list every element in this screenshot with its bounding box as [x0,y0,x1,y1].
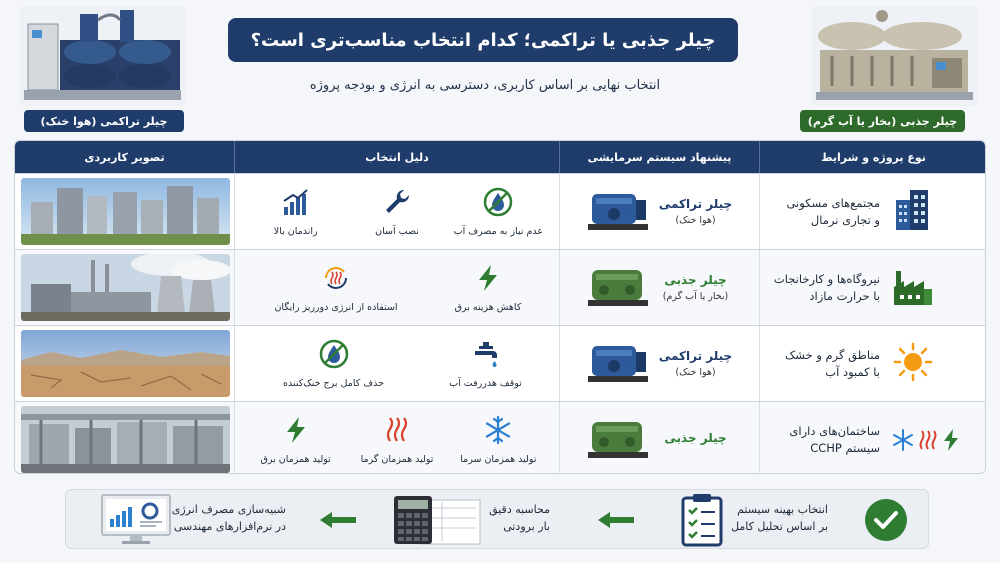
building-icon [892,188,932,236]
header-condition: نوع پروژه و شرایط [759,141,986,173]
table-header [15,141,986,173]
reason-item: استفاده از انرژی دورریز رایگان [256,263,416,313]
monitor-icon [100,493,172,551]
condition-cell [759,402,986,474]
condition-text: مناطق گرم و خشک با کمبود آب [785,347,880,379]
compressor-unit-icon [586,340,650,388]
system-name: چیلر جذبی [664,273,727,287]
absorption-chiller-caption: چیلر جذبی (بخار یا آب گرم) [800,110,965,132]
cchp-plant-photo [21,406,230,473]
photo-cell [15,326,234,401]
system-subtitle: (بخار یا آب گرم) [662,291,729,302]
arrow-left-icon [596,510,636,534]
step-optimal-selection: انتخاب بهینه سیستم بر اساس تحلیل کامل [731,503,828,533]
check-circle-icon [864,498,908,546]
water-drop-off-icon [319,339,349,373]
comparison-table [14,140,986,474]
heat-waves-icon [382,415,412,449]
reason-item: تولید همزمان گرما [347,415,447,465]
heat-recycle-icon [321,263,351,297]
heat-waves-icon [918,428,938,452]
system-name: چیلر تراکمی [658,197,733,211]
reason-cell [234,402,559,474]
reason-item: تولید همزمان سرما [448,415,548,465]
reason-item: کاهش هزینه برق [438,263,538,313]
system-name: چیلر جذبی [664,430,727,445]
sun-icon [892,341,934,387]
condition-text: مجتمع‌های مسکونی و تجاری نرمال [786,195,880,227]
dry-desert-photo [21,330,230,397]
table-row [15,325,986,400]
clipboard-icon [680,493,724,551]
reason-item: عدم نیاز به مصرف آب [448,187,548,237]
table-row [15,173,986,248]
absorption-chiller-image [812,6,977,106]
chart-up-icon [281,187,311,221]
system-cell [559,250,759,325]
system-subtitle: (هوا خنک) [675,215,716,226]
condition-text: ساختمان‌های دارای سیستم CCHP [789,423,880,455]
reason-item: حذف کامل برج خنک‌کننده [259,339,409,389]
system-cell [559,402,759,474]
snowflake-icon [483,415,513,449]
absorption-unit-icon [586,416,650,464]
power-plant-photo [21,254,230,321]
snowflake-icon [892,428,914,452]
page-title: چیلر جذبی یا تراکمی؛ کدام انتخاب مناسب‌تری است؟ [228,18,738,62]
lightning-icon [942,428,960,452]
system-subtitle: (هوا خنک) [675,367,716,378]
condition-cell [759,250,986,325]
reason-cell [234,250,559,325]
reason-item: نصب آسان [347,187,447,237]
photo-cell [15,250,234,325]
compression-chiller-caption: چیلر تراکمی (هوا خنک) [24,110,184,132]
cchp-icons [892,428,960,452]
residential-buildings-photo [21,178,230,245]
condition-cell [759,174,986,249]
table-row [15,401,986,474]
process-flow [65,489,929,549]
compressor-unit-icon [586,188,650,236]
reason-item: توقف هدررفت آب [436,339,536,389]
page-subtitle: انتخاب نهایی بر اساس کاربری، دسترسی به انرژی و بودجه پروژه [309,78,661,93]
absorption-unit-icon [586,264,650,312]
water-drop-off-icon [483,187,513,221]
lightning-icon [281,415,311,449]
calculator-icon [392,494,482,550]
header-reason: دلیل انتخاب [234,141,559,173]
header-photo: تصویر کاربردی [84,150,165,164]
condition-cell [759,326,986,401]
step-load-calculation: محاسبه دقیق بار برودتی [489,503,550,533]
reason-cell [234,174,559,249]
reason-item: تولید همزمان برق [246,415,346,465]
factory-icon [892,265,934,311]
photo-cell [15,402,234,474]
system-cell [559,174,759,249]
reason-cell [234,326,559,401]
lightning-icon [473,263,503,297]
compression-chiller-image [20,6,185,106]
step-energy-simulation: شبیه‌سازی مصرف انرژی در نرم‌افزارهای مهندسی [171,503,286,533]
arrow-left-icon [318,510,358,534]
wrench-icon [382,187,412,221]
system-name: چیلر تراکمی [658,349,733,363]
header-system: پیشنهاد سیستم سرمایشی [559,141,759,173]
photo-cell [15,174,234,249]
reason-item: راندمان بالا [246,187,346,237]
system-cell [559,326,759,401]
faucet-icon [471,339,501,373]
table-row [15,249,986,324]
condition-text: نیروگاه‌ها و کارخانجات با حرارت مازاد [773,271,880,303]
